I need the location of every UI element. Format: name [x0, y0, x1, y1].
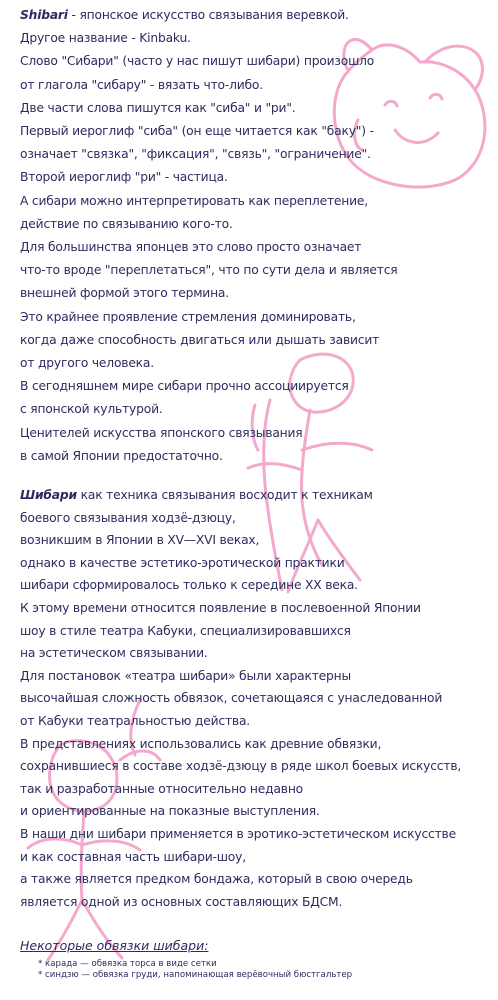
text-line: от другого человека.	[20, 356, 154, 371]
text-line: так и разработанные относительно недавно	[20, 781, 303, 796]
text-line: действие по связыванию кого-то.	[20, 216, 233, 231]
text-line: Для большинства японцев это слово просто означает	[20, 240, 362, 255]
text-line: а также является предком бондажа, который в свою очередь	[20, 872, 413, 887]
text-line: Другое название - Kinbaku.	[20, 31, 191, 46]
text-line: когда даже способность двигаться или дышать зависит	[20, 332, 380, 347]
text-line: что-то вроде "переплетаться", что по сути дела и является	[20, 263, 398, 278]
text-line: Две части слова пишутся как "сиба" и "ри".	[20, 100, 296, 115]
note-item: * карада — обвязка торса в виде сетки	[38, 959, 217, 969]
text-line: и как составная часть шибари-шоу,	[20, 849, 246, 864]
text-line: от глагола "сибару" - вязать что-либо.	[20, 77, 263, 92]
text-line: с японской культурой.	[20, 402, 163, 417]
text-line: Shibari - японское искусство связывания веревкой.	[20, 8, 349, 22]
text-line: боевого связывания ходзё-дзюцу,	[20, 510, 236, 525]
notes-section	[20, 938, 490, 980]
text-line: Слово "Сибари" (часто у нас пишут шибари) произошло	[20, 54, 375, 69]
text-line: Это крайнее проявление стремления доминировать,	[20, 309, 356, 324]
text-line: Второй иероглиф "ри" - частица.	[20, 170, 228, 185]
paragraph-definition	[20, 0, 496, 468]
text-line: однако в качестве эстетико-эротической практики	[20, 555, 345, 570]
text-line: на эстетическом связывании.	[20, 646, 208, 661]
notes-title: Некоторые обвязки шибари:	[20, 938, 209, 953]
text-line: возникшим в Японии в XV—XVI веках,	[20, 533, 260, 548]
text-line: высочайшая сложность обвязок, сочетающаяся с унаследованной	[20, 691, 443, 706]
text-line: от Кабуки театральностью действа.	[20, 714, 250, 728]
text-line: является одной из основных составляющих БДСМ.	[20, 894, 343, 909]
text-line: Ценителей искусства японского связывания	[20, 425, 303, 440]
text-line: Шибари как техника связывания восходит к техникам	[20, 488, 373, 503]
text-line: и ориентированные на показные выступления.	[20, 804, 320, 819]
text-line: шибари сформировалось только к середине XX века.	[20, 578, 358, 593]
lead-term: Shibari	[20, 8, 68, 22]
paragraph-history	[20, 480, 496, 913]
text-line: В сегодняшнем мире сибари прочно ассоциируется	[20, 379, 349, 394]
lead-term: Шибари	[20, 488, 77, 503]
text-line: в самой Японии предостаточно.	[20, 448, 223, 463]
text-line: сохранившиеся в составе ходзё-дзюцу в ряде школ боевых искусств,	[20, 759, 462, 774]
text-line: К этому времени относится появление в послевоенной Японии	[20, 601, 421, 616]
article-body	[20, 0, 496, 913]
text-line: В представлениях использовались как древние обвязки,	[20, 736, 382, 751]
text-line: внешней формой этого термина.	[20, 286, 229, 301]
text-line: Первый иероглиф "сиба" (он еще читается как "баку") -	[20, 124, 374, 139]
text-line: Для постановок «театра шибари» были характерны	[20, 668, 351, 683]
note-item: * синдзю — обвязка груди, напоминающая верёвочный бюстгальтер	[38, 969, 353, 980]
text-line: В наши дни шибари применяется в эротико-эстетическом искусстве	[20, 826, 456, 841]
text-line: означает "связка", "фиксация", "связь", "ограничение".	[20, 147, 371, 162]
text-line: шоу в стиле театра Кабуки, специализировавшихся	[20, 623, 351, 638]
text-line: А сибари можно интерпретировать как переплетение,	[20, 193, 368, 208]
